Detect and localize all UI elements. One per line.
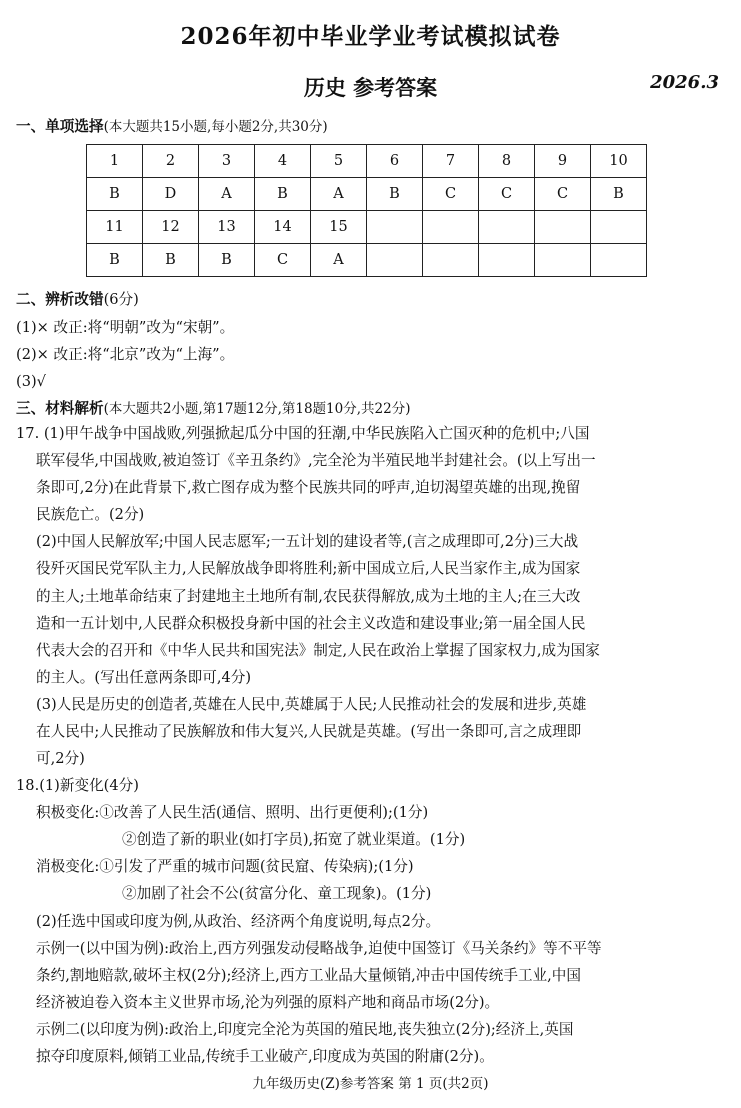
answer-line: 掠夺印度原料,倾销工业品,传统手工业破产,印度成为英国的附庸(2分)。 (36, 1048, 494, 1065)
answer-line: 示例二(以印度为例):政治上,印度完全沦为英国的殖民地,丧失独立(2分);经济上,英国 (36, 1021, 574, 1038)
question-number-cell (367, 211, 423, 244)
answer-cell: B (591, 178, 647, 211)
answer-cell: A (199, 178, 255, 211)
answer-cell: B (143, 244, 199, 277)
question-number-cell: 14 (255, 211, 311, 244)
page-footer: 九年级历史(Z)参考答案 第 1 页(共2页) (252, 1076, 489, 1092)
section1-heading: 一、单项选择 (16, 118, 104, 135)
answer-cell: C (423, 178, 479, 211)
answer-line: 代表大会的召开和《中华人民共和国宪法》制定,人民在政治上掌握了国家权力,成为国家 (36, 642, 600, 659)
answer-cell: D (143, 178, 199, 211)
question-number-cell: 1 (87, 145, 143, 178)
section2-note: (6分) (103, 291, 139, 308)
answer-row (87, 244, 647, 277)
question-number-cell: 9 (535, 145, 591, 178)
answer-cell (535, 244, 591, 277)
question-number-row (87, 211, 647, 244)
section2-heading: 二、辨析改错 (16, 291, 104, 308)
answer-line: 示例一(以中国为例):政治上,西方列强发动侵略战争,迫使中国签订《马关条约》等不平等 (36, 940, 602, 957)
answer-line: 在人民中;人民推动了民族解放和伟大复兴,人民就是英雄。(写出一条即可,言之成理即 (36, 723, 582, 740)
answer-line: 的主人;土地革命结束了封建地主土地所有制,农民获得解放,成为土地的主人;在三大改 (36, 588, 581, 605)
answer-table (86, 144, 647, 277)
answer-line: ②创造了新的职业(如打字员),拓宽了就业渠道。(1分) (122, 831, 466, 848)
correction-item: (1)× 改正:将“明朝”改为“宋朝”。 (16, 319, 235, 336)
answer-line: 条约,割地赔款,破坏主权(2分);经济上,西方工业品大量倾销,冲击中国传统手工业,中国 (36, 967, 581, 984)
answer-line: 18.(1)新变化(4分) (16, 777, 139, 794)
question-number-cell (535, 211, 591, 244)
answer-cell: B (255, 178, 311, 211)
answer-cell: C (255, 244, 311, 277)
answer-line: 经济被迫卷入资本主义世界市场,沦为列强的原料产地和商品市场(2分)。 (36, 994, 500, 1011)
question-number-cell (423, 211, 479, 244)
answer-line: 条即可,2分)在此背景下,救亡图存成为整个民族共同的呼声,迫切渴望英雄的出现,挽留 (36, 479, 581, 496)
exam-title: 2026年初中毕业学业考试模拟试卷 (180, 23, 561, 50)
section1-note: (本大题共15小题,每小题2分,共30分) (103, 119, 328, 135)
answer-cell (479, 244, 535, 277)
correction-item: (2)× 改正:将“北京”改为“上海”。 (16, 346, 235, 363)
question-number-cell: 5 (311, 145, 367, 178)
answer-cell: C (479, 178, 535, 211)
exam-date: 2026.3 (650, 72, 719, 93)
answer-line: (3)人民是历史的创造者,英雄在人民中,英雄属于人民;人民推动社会的发展和进步,英雄 (36, 696, 587, 713)
section3-heading-line (16, 396, 410, 422)
answer-line: 的主人。(写出任意两条即可,4分) (36, 669, 252, 686)
answer-line: ②加剧了社会不公(贫富分化、童工现象)。(1分) (122, 885, 432, 902)
answer-line: 可,2分) (36, 750, 85, 767)
question-number-cell: 10 (591, 145, 647, 178)
answer-line: 造和一五计划中,人民群众积极投身新中国的社会主义改造和建设事业;第一届全国人民 (36, 615, 586, 632)
question-number-cell: 13 (199, 211, 255, 244)
section3-note: (本大题共2小题,第17题12分,第18题10分,共22分) (103, 401, 411, 417)
answer-line: 役歼灭国民党军队主力,人民解放战争即将胜利;新中国成立后,人民当家作主,成为国家 (36, 560, 581, 577)
section3-heading: 三、材料解析 (16, 400, 104, 417)
correction-item: (3)√ (16, 373, 46, 390)
answer-line: 积极变化:①改善了人民生活(通信、照明、出行更便利);(1分) (36, 804, 429, 821)
answer-cell (423, 244, 479, 277)
question-number-cell: 15 (311, 211, 367, 244)
answer-line: (2)中国人民解放军;中国人民志愿军;一五计划的建设者等,(言之成理即可,2分)三大战 (36, 533, 579, 550)
section1-heading-line (16, 114, 328, 140)
section2-heading-line (16, 287, 139, 313)
answer-cell: B (367, 178, 423, 211)
question-number-cell: 3 (199, 145, 255, 178)
question-number-cell: 6 (367, 145, 423, 178)
answer-line: 联军侵华,中国战败,被迫签订《辛丑条约》,完全沦为半殖民地半封建社会。(以上写出一 (36, 452, 596, 469)
answer-line: 消极变化:①引发了严重的城市问题(贫民窟、传染病);(1分) (36, 858, 414, 875)
question-number-cell: 8 (479, 145, 535, 178)
answer-line: 17. (1)甲午战争中国战败,列强掀起瓜分中国的狂潮,中华民族陷入亡国灭种的危机中;八国 (16, 425, 590, 442)
answer-cell (591, 244, 647, 277)
question-number-row (87, 145, 647, 178)
answer-cell: B (87, 178, 143, 211)
answer-line: (2)任选中国或印度为例,从政治、经济两个角度说明,每点2分。 (36, 913, 441, 930)
answer-cell: C (535, 178, 591, 211)
question-number-cell: 4 (255, 145, 311, 178)
question-number-cell: 7 (423, 145, 479, 178)
question-number-cell (479, 211, 535, 244)
answer-cell: B (87, 244, 143, 277)
answer-line: 民族危亡。(2分) (36, 506, 145, 523)
answer-cell: B (199, 244, 255, 277)
question-number-cell: 12 (143, 211, 199, 244)
answer-cell: A (311, 244, 367, 277)
question-number-cell: 11 (87, 211, 143, 244)
answer-cell: A (311, 178, 367, 211)
question-number-cell (591, 211, 647, 244)
answer-subtitle: 历史 参考答案 (303, 75, 438, 100)
answer-cell (367, 244, 423, 277)
question-number-cell: 2 (143, 145, 199, 178)
answer-row (87, 178, 647, 211)
